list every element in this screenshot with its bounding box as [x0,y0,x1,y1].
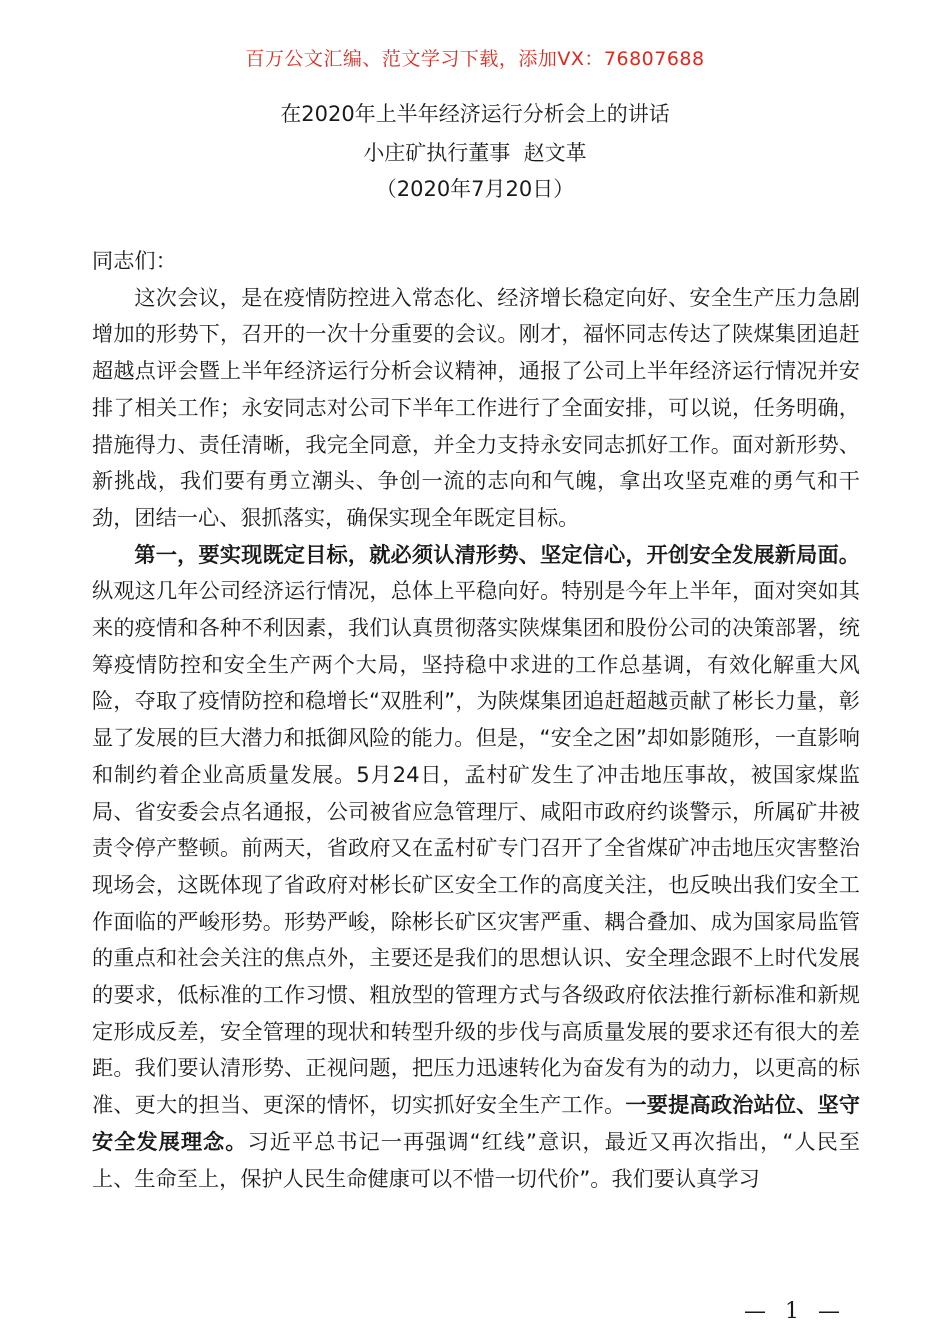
speech-date: （2020年7月20日） [375,177,575,201]
first-point-heading: 第一，要实现既定目标，就必须认清形势、坚定信心，开创安全发展新局面。 [134,541,860,567]
page-number: — 1 — [744,1299,846,1324]
speech-title: 在2020年上半年经济运行分析会上的讲话 [280,102,670,126]
first-point-text-continued: 习近平总书记一再强调“红线”意识，最近又再次指出，“人民至上、生命至上，保护人民生命健康可以不惜一切代价”。我们要认真学习 [92,1128,860,1191]
first-point-text: 纵观这几年公司经济运行情况，总体上平稳向好。特别是今年上半年，面对突如其来的疫情和各种不利因素，我们认真贯彻落实陕煤集团和股份公司的决策部署，统筹疫情防控和安全生产两个大局，坚持稳中求进的工作总基调，有效化解重大风险，夺取了疫情防控和稳增长“双胜利”，为陕煤集团追赶超越贡献了彬长力量，彰显了发展的巨大潜力和抵御风险的能力。但是，“安全之困”却如影随形，一直影响和制约着企业高质量发展。5月24日，孟村矿发生了冲击地压事故，被国家煤监局、省安委会点名通报，公司被省应急管理厅、咸阳市政府约谈警示，所属矿井被责令停产整顿。前两天，省政府又在孟村矿专门召开了全省煤矿冲击地压灾害整治现场会，这既体现了省政府对彬长矿区安全工作的高度关注，也反映出我们安全工作面临的严峻形势。形势严峻，除彬长矿区灾害严重、耦合叠加、成为国家局监管的重点和社会关注的焦点外，主要还是我们的思想认识、安全理念跟不上时代发展的要求，低标准的工作习惯、粗放型的管理方式与各级政府依法推行新标准和新规定形成反差，安全管理的现状和转型升级的步伐与高质量发展的要求还有很大的差距。我们要认清形势、正视问题，把压力迅速转化为奋发有为的动力，以更高的标准、更大的担当、更深的情怀，切实抓好安全生产工作。 [92,578,860,1118]
paragraph-intro: 这次会议，是在疫情防控进入常态化、经济增长稳定向好、安全生产压力急剧增加的形势下，召开的一次十分重要的会议。刚才，福怀同志传达了陕煤集团追赶超越点评会暨上半年经济运行分析会议精神，通报了公司上半年经济运行情况并安排了相关工作；永安同志对公司下半年工作进行了全面安排，可以说，任务明确，措施得力、责任清晰，我完全同意，并全力支持永安同志抓好工作。面对新形势、新挑战，我们要有勇立潮头、争创一流的志向和气魄，拿出攻坚克难的勇气和干劲，团结一心、狠抓落实，确保实现全年既定目标。 [92,284,860,530]
speaker-line: 小庄矿执行董事 赵文革 [363,141,587,165]
first-point-subheading: 一要提高政治站位、坚守安全发展理念。 [92,1092,860,1154]
salutation: 同志们： [92,248,177,273]
speech-body [92,243,860,1197]
paragraph-first-point [92,537,860,1198]
header-promo-note: 百万公文汇编、范文学习下载，添加VX：76807688 [245,48,705,70]
